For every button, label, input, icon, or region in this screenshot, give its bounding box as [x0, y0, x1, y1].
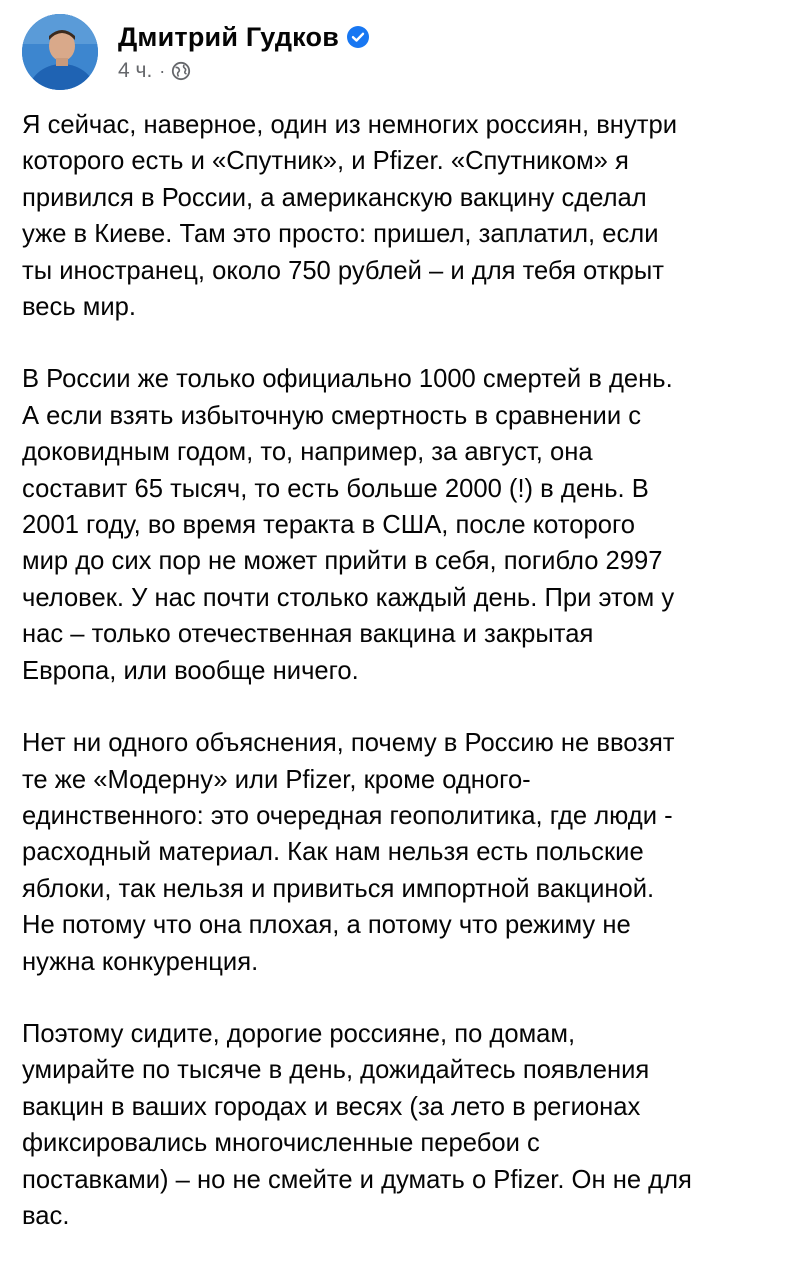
post-meta [118, 19, 369, 85]
post-paragraph: В России же только официально 1000 смертей в день. А если взять избыточную смертность в сравнении с доковидным годом, то, например, за август, она составит 65 тысяч, то есть больше 2000 (!) в день. В 2001 году, во время теракта в США, после которого мир до сих пор не может прийти в себя, погибло 2997 человек. У нас почти столько каждый день. При этом у нас – только отечественная вакцина и закрытая Европа, или вообще ничего. [22, 365, 675, 685]
post-subline [118, 57, 369, 85]
post-paragraph: Поэтому сидите, дорогие россияне, по домам, умирайте по тысяче в день, дожидайтесь появления вакцин в ваших городах и весях (за лето в регионах фиксировались многочисленные перебои с поставками) – но не смейте и думать о Pfizer. Он не для вас. [22, 1019, 692, 1230]
post-paragraph: Я сейчас, наверное, один из немногих россиян, внутри которого есть и «Спутник», и Pfizer. «Спутником» я привился в России, а американскую вакцину сделал уже в Киеве. Там это просто: пришел, заплатил, если ты иностранец, около 750 рублей – и для тебя открыт весь мир. [22, 111, 677, 322]
author-row [118, 19, 369, 55]
post-paragraph: Нет ни одного объяснения, почему в Россию не ввозят те же «Модерну» или Pfizer, кроме одного- единственного: это очередная геополитика, где люди - расходный материал. Как нам нельзя есть польские яблоки, так нельзя и привиться импортной вакциной. Не потому что она плохая, а потому что режиму не нужна конкуренция. [22, 729, 675, 976]
verified-badge-icon [347, 26, 369, 48]
post-timestamp[interactable]: 4 ч. [118, 59, 153, 82]
avatar-image [22, 14, 98, 90]
post-body [22, 107, 797, 1234]
separator-dot: · [159, 60, 166, 81]
author-name[interactable]: Дмитрий Гудков [118, 21, 340, 52]
globe-icon[interactable] [171, 61, 191, 81]
author-avatar[interactable] [22, 14, 98, 90]
post-header [22, 12, 369, 92]
